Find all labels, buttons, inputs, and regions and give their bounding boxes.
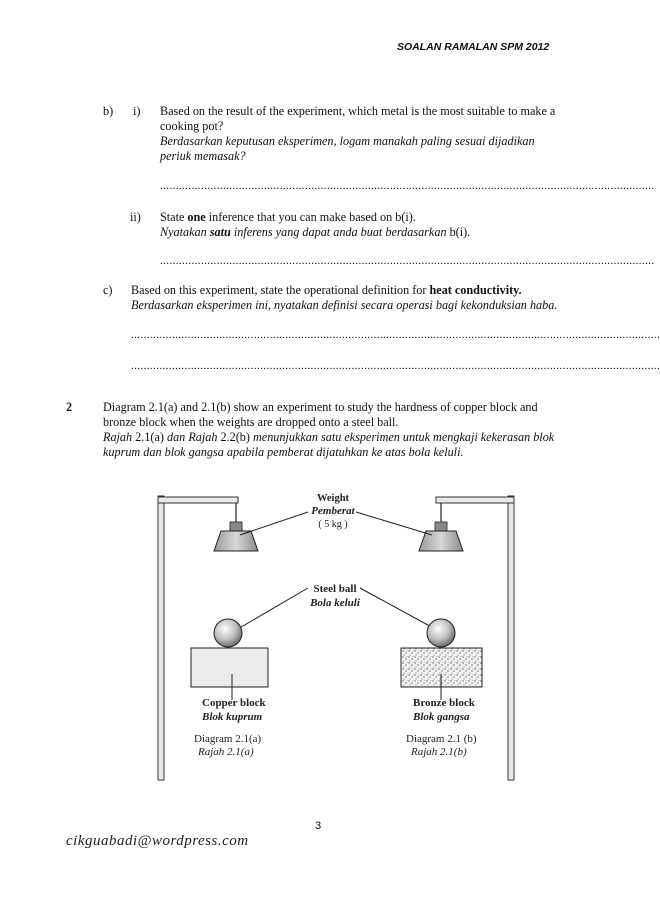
- answer-line-c-2[interactable]: ........................................................................................................................................................................: [131, 360, 660, 372]
- q1b-ii-ms-mid: inferens yang dapat anda buat berdasarkan: [230, 225, 450, 239]
- footer-website: cikguabadi@wordpress.com: [66, 833, 249, 849]
- q1b-ii-en-pre: State: [160, 210, 188, 224]
- q1b-label: b): [103, 104, 114, 118]
- pointer-weight-left: [240, 512, 308, 535]
- q1c-malay: Berdasarkan eksperimen ini, nyatakan definisi secara operasi bagi kekonduksian haba.: [131, 298, 558, 312]
- q1b-ii-number: ii): [130, 210, 141, 224]
- pointer-weight-right: [356, 512, 432, 535]
- label-ball-ms: Bola keluli: [310, 597, 360, 609]
- caption-b-en: Diagram 2.1 (b): [406, 733, 477, 745]
- answer-line-c-1[interactable]: ........................................................................................................................................................................: [131, 329, 660, 341]
- pointer-ball-left: [236, 588, 308, 630]
- q1b-ii-ms-post: b(i).: [449, 225, 471, 239]
- q2-malay-line2: kuprum dan blok gangsa apabila pemberat dijatuhkan ke atas bola keluli.: [103, 445, 464, 459]
- page-number: 3: [315, 820, 322, 832]
- q1b-i-number: i): [133, 104, 141, 118]
- q1b-ii-ms-bold: satu: [209, 225, 231, 239]
- q1b-ii-ms-pre: Nyatakan: [160, 225, 210, 239]
- label-weight-en: Weight: [316, 493, 350, 504]
- q1b-i-english-line2: cooking pot?: [160, 119, 224, 133]
- q1c-en-bold: heat conductivity.: [429, 283, 522, 297]
- page-header-title: SOALAN RAMALAN SPM 2012: [397, 41, 550, 53]
- q2-malay-line1: [103, 430, 554, 445]
- q2-english-line1: Diagram 2.1(a) and 2.1(b) show an experiment to study the hardness of copper block and: [103, 400, 538, 414]
- label-copper-en: Copper block: [202, 697, 266, 709]
- q1b-ii-en-post: inference that you can make based on b(i).: [205, 210, 416, 224]
- experiment-diagram: [0, 470, 638, 780]
- q2-number: 2: [66, 400, 73, 414]
- right-weight: [419, 522, 463, 551]
- left-steel-ball: [214, 619, 242, 647]
- q1b-ii-malay: [160, 225, 470, 240]
- caption-b-ms: Rajah 2.1(b): [411, 746, 467, 758]
- q1c-en-pre: Based on this experiment, state the operational definition for: [131, 283, 430, 297]
- right-steel-ball: [427, 619, 455, 647]
- q1c-label: c): [103, 283, 113, 297]
- label-bronze-en: Bronze block: [413, 697, 475, 709]
- label-bronze-ms: Blok gangsa: [413, 711, 470, 723]
- label-weight-mass: ( 5 kg ): [318, 519, 348, 530]
- answer-line-b-ii[interactable]: .............................................................................................................................................................: [160, 255, 655, 267]
- pointer-ball-right: [360, 588, 437, 630]
- q1b-ii-en-bold: one: [187, 210, 206, 224]
- q2-ms-c: dan Rajah: [163, 430, 221, 444]
- label-copper-ms: Blok kuprum: [202, 711, 263, 723]
- q2-ms-b: 2.1(a): [135, 430, 164, 444]
- q2-ms-d: 2.2(b): [220, 430, 250, 444]
- q1b-i-malay-line2: periuk memasak?: [160, 149, 246, 163]
- answer-line-b-i[interactable]: .............................................................................................................................................................: [160, 180, 655, 192]
- q2-ms-e: menunjukkan satu eksperimen untuk mengkaji kekerasan blok: [249, 430, 555, 444]
- left-weight: [214, 522, 258, 551]
- q2-ms-a: Rajah: [103, 430, 136, 444]
- label-weight-ms: Pemberat: [311, 505, 355, 517]
- q1c-english: [131, 283, 522, 298]
- copper-block: [191, 648, 268, 687]
- label-ball-en: Steel ball: [313, 583, 357, 595]
- q2-english-line2: bronze block when the weights are dropped onto a steel ball.: [103, 415, 399, 429]
- q1b-i-english-line1: Based on the result of the experiment, which metal is the most suitable to make a: [160, 104, 556, 118]
- caption-a-ms: Rajah 2.1(a): [198, 746, 254, 758]
- q1b-i-malay-line1: Berdasarkan keputusan eksperimen, logam manakah paling sesuai dijadikan: [160, 134, 535, 148]
- caption-a-en: Diagram 2.1(a): [194, 733, 262, 745]
- q1b-ii-english: [160, 210, 416, 225]
